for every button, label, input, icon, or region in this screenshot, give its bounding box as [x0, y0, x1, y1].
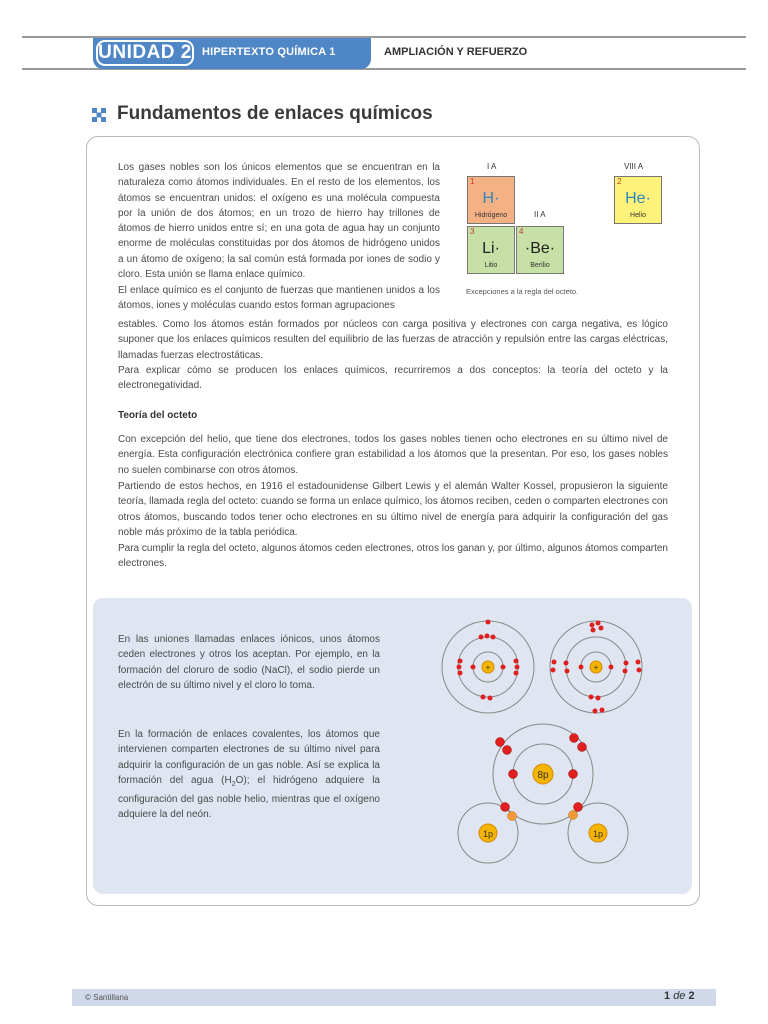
- element-symbol: He·: [625, 190, 651, 207]
- nucleus-charge: +: [593, 663, 599, 672]
- total-pages: 2: [688, 990, 695, 1002]
- element-name: Berilio: [530, 262, 550, 269]
- atomic-number: 1: [470, 177, 475, 186]
- page-indicator: [664, 990, 695, 1002]
- element-cell-lithium: [467, 226, 515, 274]
- element-name: Litio: [484, 262, 498, 269]
- chlorine-atom-diagram: [550, 621, 642, 714]
- footer-bar: [72, 989, 716, 1006]
- element-symbol: ·Be·: [524, 240, 556, 257]
- paragraph-bond-definition: El enlace químico es el conjunto de fuerzas que mantienen unidos a los átomos, iones y moléculas cuando estos forman agrupaciones: [118, 285, 440, 312]
- atomic-number: 2: [617, 177, 622, 186]
- subscript-two: 2: [231, 780, 236, 788]
- element-name: Helio: [630, 212, 646, 219]
- hydrogen-atom-diagram-right: [568, 803, 628, 863]
- section-label: AMPLIACIÓN Y REFUERZO: [384, 46, 528, 58]
- paragraph-octet-2: Partiendo de estos hechos, en 1916 el estadounidense Gilbert Lewis y el alemán Walter Kossel, propusieron la siguiente teoría, llamada regla del octeto: cuando se forma un enlace químico, los átomos reciben, ceden o comparten electrones con otros átomos, buscando todos tener ocho electrones en su último nivel de energía para adquirir la configuración del gas noble más próximo de la tabla periódica.: [118, 481, 668, 538]
- paragraph-octet-1: Con excepción del helio, que tiene dos electrones, todos los gases nobles tienen ocho electrones en su último nivel de energía. Esta configuración electrónica confiere gran estabilidad a los átomos que la presentan. Por eso, los gases nobles no suelen combinarse con otros átomos.: [118, 434, 668, 476]
- nucleus-label-oxygen: 8p: [537, 770, 549, 781]
- paragraph-intro: Los gases nobles son los únicos elementos que se encuentran en la naturaleza como átomos individuales. En el resto de los elementos, los átomos se encuentran unidos: el oxígeno es una molécula compuesta por la unión de dos átomos; en un trozo de hierro hay trillones de átomos de hierro unidos entre sí; en una gota de agua hay un conjunto enorme de moléculas constituidas por dos átomos de hidrógeno unidos a un átomo de oxígeno; la sal común está formada por iones de sodio y cloro. Esta unión se llama enlace químico.: [118, 162, 440, 281]
- cross-bullet-icon: [92, 108, 106, 122]
- book-label: HIPERTEXTO QUÍMICA 1: [202, 46, 336, 58]
- paragraph-ionic-bond: En las uniones llamadas enlaces iónicos, unos átomos ceden electrones y otros los aceptan. Por ejemplo, en la formación del cloruro de sodio (NaCl), el sodio pierde un electrón de su último nivel y el cloro lo toma.: [118, 634, 380, 691]
- element-name: Hidrógeno: [474, 212, 508, 219]
- paragraph-octet-3: Para cumplir la regla del octeto, algunos átomos ceden electrones, otros los ganan y, por último, algunos átomos comparten electrones.: [118, 543, 668, 570]
- current-page: 1: [664, 990, 671, 1002]
- covalent-bond-diagram: [452, 722, 638, 868]
- element-cell-beryllium: [516, 226, 564, 274]
- paragraph-concepts: Para explicar cómo se producen los enlaces químicos, recurriremos a dos conceptos: la teoría del octeto y la electronegatividad.: [118, 365, 668, 392]
- ionic-bond-diagram: [438, 616, 650, 720]
- group-label-iia: II A: [534, 210, 546, 219]
- page-title: Fundamentos de enlaces químicos: [117, 103, 433, 124]
- element-symbol: Li·: [482, 240, 500, 257]
- periodic-table-caption: Excepciones a la regla del octeto.: [466, 287, 579, 296]
- nucleus-label-hydrogen: 1p: [482, 829, 494, 839]
- nucleus-charge: +: [485, 663, 491, 672]
- paragraph-covalent-bond: [118, 727, 380, 823]
- group-label-viiia: VIII A: [624, 162, 644, 171]
- element-cell-hydrogen: [467, 176, 515, 224]
- covalent-text-start: En la formación de enlaces covalentes, los átomos que intervienen comparten electrones de su último nivel para adquirir la configuración de un gas noble. Así se explica la formación del agua (H: [118, 729, 380, 786]
- atomic-number: 3: [470, 227, 475, 236]
- unit-label: UNIDAD 2: [96, 40, 194, 66]
- covalent-text-end: O); el hidrógeno adquiere la configuración del gas noble helio, mientras que el oxígeno adquiere la del neón.: [118, 774, 380, 821]
- nucleus-label-hydrogen: 1p: [592, 829, 604, 839]
- sodium-atom-diagram: [442, 620, 534, 714]
- hydrogen-atom-diagram-left: [458, 803, 518, 863]
- page-of: de: [673, 990, 686, 1002]
- atomic-number: 4: [519, 227, 524, 236]
- copyright: © Santillana: [85, 993, 129, 1002]
- paragraph-electrostatic: estables. Como los átomos están formados por núcleos con carga positiva y electrones con carga negativa, es lógico suponer que los enlaces químicos resulten del equilibrio de las fuerzas de atracción y repulsión entre las cargas eléctricas, llamadas fuerzas electrostáticas.: [118, 319, 668, 361]
- element-cell-helium: [614, 176, 662, 224]
- group-label-ia: I A: [487, 162, 497, 171]
- section-subtitle: Teoría del octeto: [118, 410, 198, 421]
- element-symbol: H·: [482, 190, 500, 207]
